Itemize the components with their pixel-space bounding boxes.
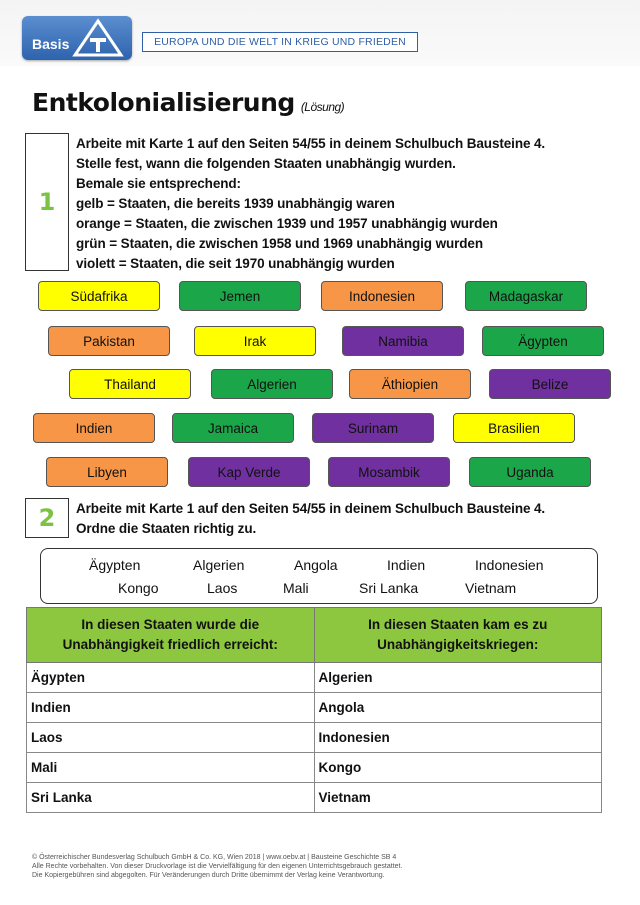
country-box: Irak bbox=[194, 326, 316, 356]
country-box: Surinam bbox=[312, 413, 434, 443]
task-1-line: violett = Staaten, die seit 1970 unabhängig wurden bbox=[76, 256, 395, 271]
country-box: Kap Verde bbox=[188, 457, 310, 487]
country-box: Madagaskar bbox=[465, 281, 587, 311]
country-box: Uganda bbox=[469, 457, 591, 487]
country-box: Thailand bbox=[69, 369, 191, 399]
table-cell: Mali bbox=[27, 753, 315, 783]
table-cell: Ägypten bbox=[27, 663, 315, 693]
header-line: In diesen Staaten kam es zu bbox=[368, 617, 548, 632]
footer-line: Alle Rechte vorbehalten. Von dieser Druckvorlage ist die Vervielfältigung für den eigenen Unterrichtsgebrauch gestattet. bbox=[32, 863, 403, 870]
country-box: Jemen bbox=[179, 281, 301, 311]
country-box: Brasilien bbox=[453, 413, 575, 443]
word-bank-item: Angola bbox=[294, 557, 338, 573]
word-bank-item: Vietnam bbox=[465, 580, 517, 596]
country-box: Indien bbox=[33, 413, 155, 443]
header-line: Unabhängigkeit friedlich erreicht: bbox=[62, 637, 278, 652]
word-bank-item: Mali bbox=[283, 580, 309, 596]
word-bank-item: Sri Lanka bbox=[359, 580, 419, 596]
table-cell: Indien bbox=[27, 693, 315, 723]
task-2-line: Ordne die Staaten richtig zu. bbox=[76, 521, 257, 536]
task-1-line: Stelle fest, wann die folgenden Staaten unabhängig wurden. bbox=[76, 156, 456, 171]
table-cell: Vietnam bbox=[314, 783, 602, 813]
footer-line: © Österreichischer Bundesverlag Schulbuch GmbH & Co. KG, Wien 2018 | www.oebv.at | Bausteine Geschichte SB 4 bbox=[32, 854, 397, 861]
table-cell: Indonesien bbox=[314, 723, 602, 753]
header-line: In diesen Staaten wurde die bbox=[81, 617, 260, 632]
country-box: Südafrika bbox=[38, 281, 160, 311]
country-box: Libyen bbox=[46, 457, 168, 487]
series-title: EUROPA UND DIE WELT IN KRIEG UND FRIEDEN bbox=[142, 32, 418, 52]
task-1-instructions bbox=[76, 134, 545, 274]
column-header-wars bbox=[314, 608, 602, 663]
task-1-line: Bemale sie entsprechend: bbox=[76, 176, 241, 191]
country-box: Belize bbox=[489, 369, 611, 399]
country-box: Indonesien bbox=[321, 281, 443, 311]
title-main: Entkolonialisierung bbox=[32, 88, 295, 117]
answer-table bbox=[26, 607, 602, 813]
country-box: Ägypten bbox=[482, 326, 604, 356]
table-row bbox=[27, 723, 602, 753]
country-box: Mosambik bbox=[328, 457, 450, 487]
header-line: Unabhängigkeitskriegen: bbox=[377, 637, 539, 652]
task-2-instructions bbox=[76, 499, 545, 539]
country-box: Äthiopien bbox=[349, 369, 471, 399]
table-row bbox=[27, 663, 602, 693]
logo-text: Basis bbox=[32, 36, 70, 52]
column-header-peaceful bbox=[27, 608, 315, 663]
table-row bbox=[27, 783, 602, 813]
word-bank-item: Indonesien bbox=[475, 557, 544, 573]
country-box: Namibia bbox=[342, 326, 464, 356]
table-cell: Sri Lanka bbox=[27, 783, 315, 813]
task-number-1: 1 bbox=[25, 133, 69, 271]
table-row bbox=[27, 753, 602, 783]
word-bank-item: Ägypten bbox=[89, 557, 141, 573]
table-cell: Kongo bbox=[314, 753, 602, 783]
task-1-line: orange = Staaten, die zwischen 1939 und 1957 unabhängig wurden bbox=[76, 216, 498, 231]
table-header-row bbox=[27, 608, 602, 663]
task-1-line: gelb = Staaten, die bereits 1939 unabhängig waren bbox=[76, 196, 395, 211]
table-cell: Angola bbox=[314, 693, 602, 723]
table-row bbox=[27, 693, 602, 723]
footer-line: Die Kopiergebühren sind abgegolten. Für Veränderungen durch Dritte übernimmt der Verlag keine Verantwortung. bbox=[32, 872, 385, 879]
task-number-2: 2 bbox=[25, 498, 69, 538]
word-bank-item: Kongo bbox=[118, 580, 159, 596]
triangle-logo-icon bbox=[72, 18, 124, 58]
table-cell: Algerien bbox=[314, 663, 602, 693]
task-1-line: grün = Staaten, die zwischen 1958 und 1969 unabhängig wurden bbox=[76, 236, 483, 251]
title-subtitle: (Lösung) bbox=[300, 100, 345, 114]
page-title bbox=[32, 88, 344, 117]
country-box: Pakistan bbox=[48, 326, 170, 356]
word-bank-item: Algerien bbox=[193, 557, 245, 573]
publisher-logo bbox=[22, 16, 132, 60]
word-bank-item: Indien bbox=[387, 557, 426, 573]
country-box: Jamaica bbox=[172, 413, 294, 443]
word-bank bbox=[40, 548, 598, 604]
table-cell: Laos bbox=[27, 723, 315, 753]
task-2-line: Arbeite mit Karte 1 auf den Seiten 54/55 in deinem Schulbuch Bausteine 4. bbox=[76, 501, 546, 516]
copyright-footer bbox=[32, 853, 402, 880]
task-1-line: Arbeite mit Karte 1 auf den Seiten 54/55 in deinem Schulbuch Bausteine 4. bbox=[76, 136, 546, 151]
country-box: Algerien bbox=[211, 369, 333, 399]
word-bank-item: Laos bbox=[207, 580, 238, 596]
